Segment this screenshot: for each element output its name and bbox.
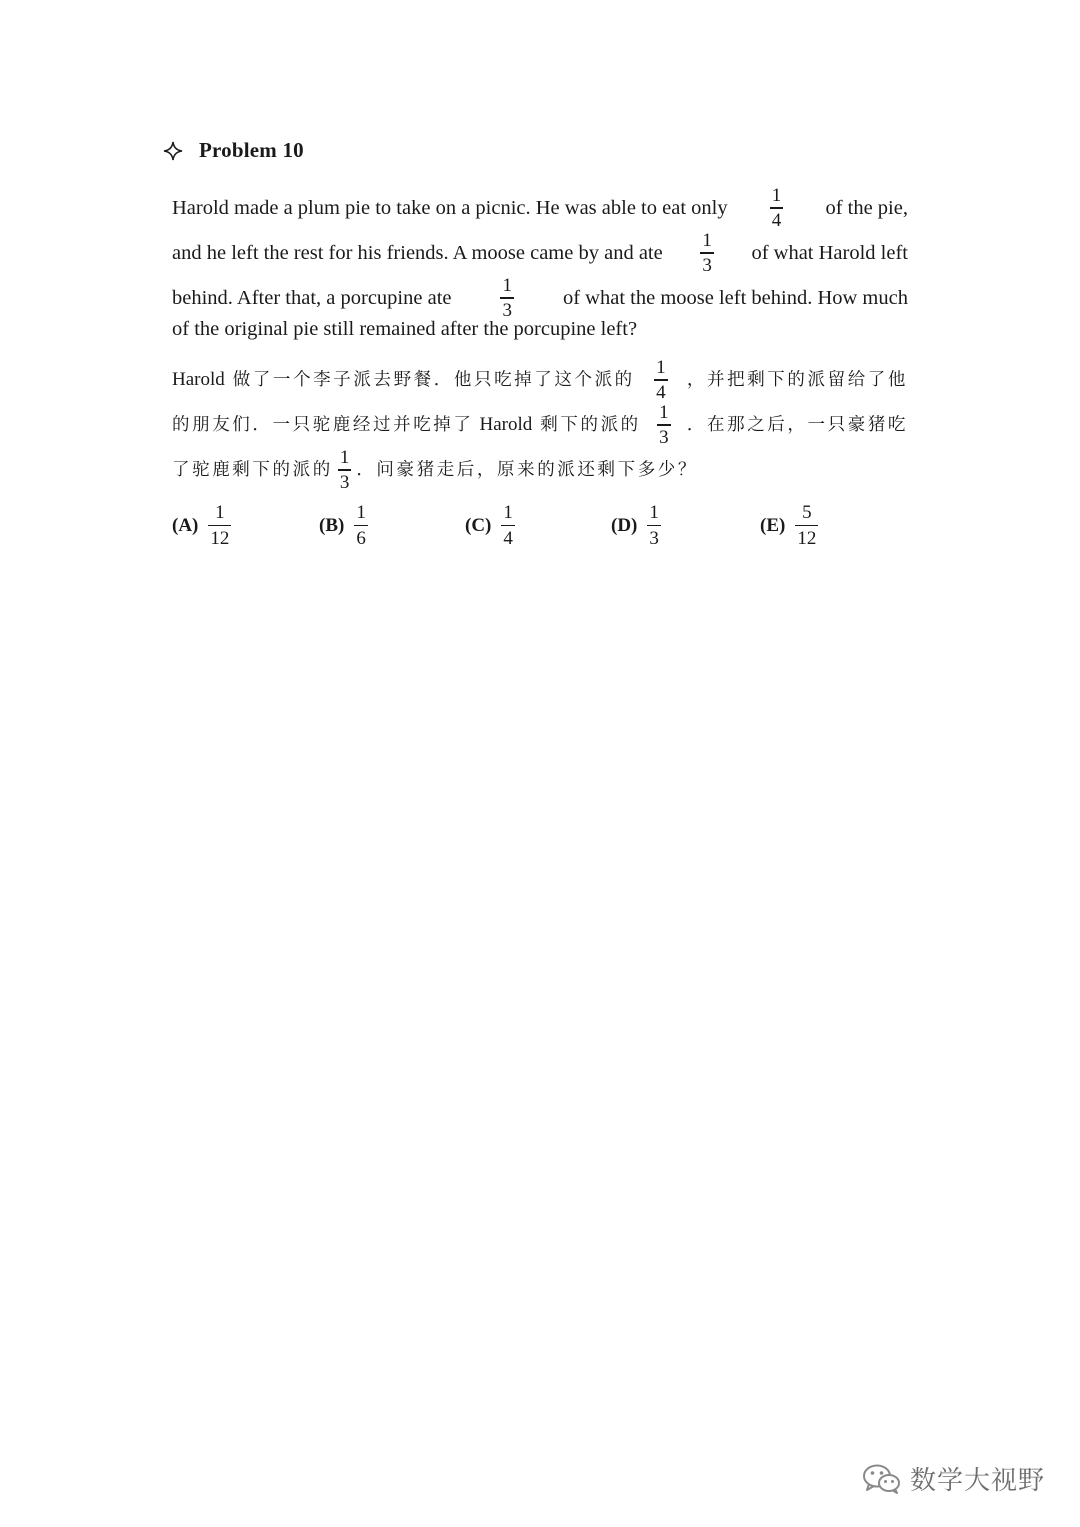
fraction-numerator: 1 bbox=[502, 275, 512, 297]
fraction-numerator: 1 bbox=[771, 185, 782, 207]
fraction-numerator: 1 bbox=[649, 502, 659, 523]
fraction-denominator: 4 bbox=[503, 528, 513, 550]
fraction-bar bbox=[500, 297, 514, 298]
fraction-denominator: 4 bbox=[656, 381, 666, 403]
choice-label: (E) bbox=[760, 514, 786, 536]
english-text: and he left the rest for his friends. A moose came by and ate bbox=[172, 241, 663, 264]
fraction-numerator: 5 bbox=[802, 502, 812, 523]
english-line-1 bbox=[172, 183, 908, 233]
answer-choices bbox=[0, 503, 1080, 563]
watermark bbox=[862, 1460, 1045, 1497]
fraction-bar bbox=[795, 525, 818, 526]
choice-label: (A) bbox=[172, 514, 199, 536]
latin-name: Harold bbox=[479, 413, 533, 435]
fraction-numerator: 1 bbox=[356, 502, 366, 523]
fraction-bar bbox=[338, 469, 352, 470]
fraction-denominator: 4 bbox=[771, 209, 782, 231]
fraction-bar bbox=[654, 379, 668, 380]
fraction-bar bbox=[647, 525, 661, 526]
choice-fraction bbox=[795, 503, 818, 548]
chinese-text: ．问豪猪走后，原来的派还剩下多少？ bbox=[356, 459, 699, 480]
wechat-icon bbox=[862, 1463, 902, 1495]
fraction-numerator: 1 bbox=[702, 230, 712, 252]
fraction-numerator: 1 bbox=[503, 502, 513, 523]
english-text: of the pie, bbox=[825, 196, 908, 219]
chinese-text: ．在那之后，一只豪猪吃 bbox=[686, 414, 908, 435]
chinese-text: 的朋友们．一只驼鹿经过并吃掉了 bbox=[172, 414, 474, 435]
fraction bbox=[654, 358, 668, 401]
choice-fraction bbox=[354, 503, 368, 548]
choice-fraction bbox=[647, 503, 661, 548]
fraction-denominator: 3 bbox=[502, 299, 512, 321]
english-line-2 bbox=[172, 228, 908, 278]
fraction-numerator: 1 bbox=[659, 402, 669, 424]
chinese-text-group bbox=[172, 369, 635, 392]
english-text: of what Harold left bbox=[751, 241, 908, 264]
fraction bbox=[657, 403, 671, 446]
choice-c[interactable] bbox=[465, 503, 515, 548]
choice-a[interactable] bbox=[172, 503, 231, 548]
fraction-bar bbox=[208, 525, 231, 526]
latin-name: Harold bbox=[172, 368, 225, 390]
chinese-text: 剩下的派的 bbox=[540, 414, 641, 435]
fraction-bar bbox=[501, 525, 515, 526]
chinese-text: 了驼鹿剩下的派的 bbox=[172, 459, 333, 480]
choice-fraction bbox=[501, 503, 515, 548]
problem-title: Problem 10 bbox=[199, 138, 304, 162]
fraction-denominator: 3 bbox=[702, 254, 712, 276]
fraction-bar bbox=[700, 252, 714, 253]
english-text: of the original pie still remained after the porcupine left? bbox=[172, 317, 638, 340]
fraction-denominator: 12 bbox=[210, 528, 230, 550]
choice-label: (B) bbox=[319, 514, 345, 536]
fraction-denominator: 3 bbox=[659, 426, 669, 448]
problem-heading bbox=[163, 138, 304, 163]
chinese-line-1 bbox=[172, 355, 908, 405]
english-text: of what the moose left behind. How much bbox=[562, 286, 908, 309]
four-point-star-icon bbox=[163, 141, 183, 161]
watermark-text: 数学大视野 bbox=[910, 1466, 1046, 1496]
choice-e[interactable] bbox=[760, 503, 818, 548]
fraction bbox=[770, 186, 784, 229]
fraction-numerator: 1 bbox=[339, 447, 350, 469]
fraction bbox=[338, 448, 352, 491]
chinese-text: ，并把剩下的派留给了他 bbox=[686, 369, 908, 390]
choice-d[interactable] bbox=[611, 503, 661, 548]
fraction-bar bbox=[354, 525, 368, 526]
fraction-bar bbox=[657, 424, 671, 425]
english-text: Harold made a plum pie to take on a picnic. He was able to eat only bbox=[172, 196, 728, 219]
chinese-text-group bbox=[172, 414, 641, 437]
fraction-numerator: 1 bbox=[215, 502, 225, 523]
fraction-numerator: 1 bbox=[656, 357, 666, 379]
choice-b[interactable] bbox=[319, 503, 368, 548]
fraction-denominator: 12 bbox=[797, 528, 817, 550]
chinese-text: 做了一个李子派去野餐．他只吃掉了这个派的 bbox=[232, 369, 635, 390]
english-text: behind. After that, a porcupine ate bbox=[172, 286, 452, 309]
fraction-denominator: 3 bbox=[649, 528, 659, 550]
choice-label: (C) bbox=[465, 514, 492, 536]
chinese-line-3 bbox=[172, 445, 732, 495]
choice-label: (D) bbox=[611, 514, 638, 536]
fraction-denominator: 3 bbox=[339, 471, 350, 493]
english-line-4 bbox=[172, 314, 908, 344]
choice-fraction bbox=[208, 503, 231, 548]
fraction-denominator: 6 bbox=[356, 528, 366, 550]
fraction-bar bbox=[770, 207, 784, 208]
chinese-line-2 bbox=[172, 400, 908, 450]
fraction bbox=[700, 231, 714, 274]
